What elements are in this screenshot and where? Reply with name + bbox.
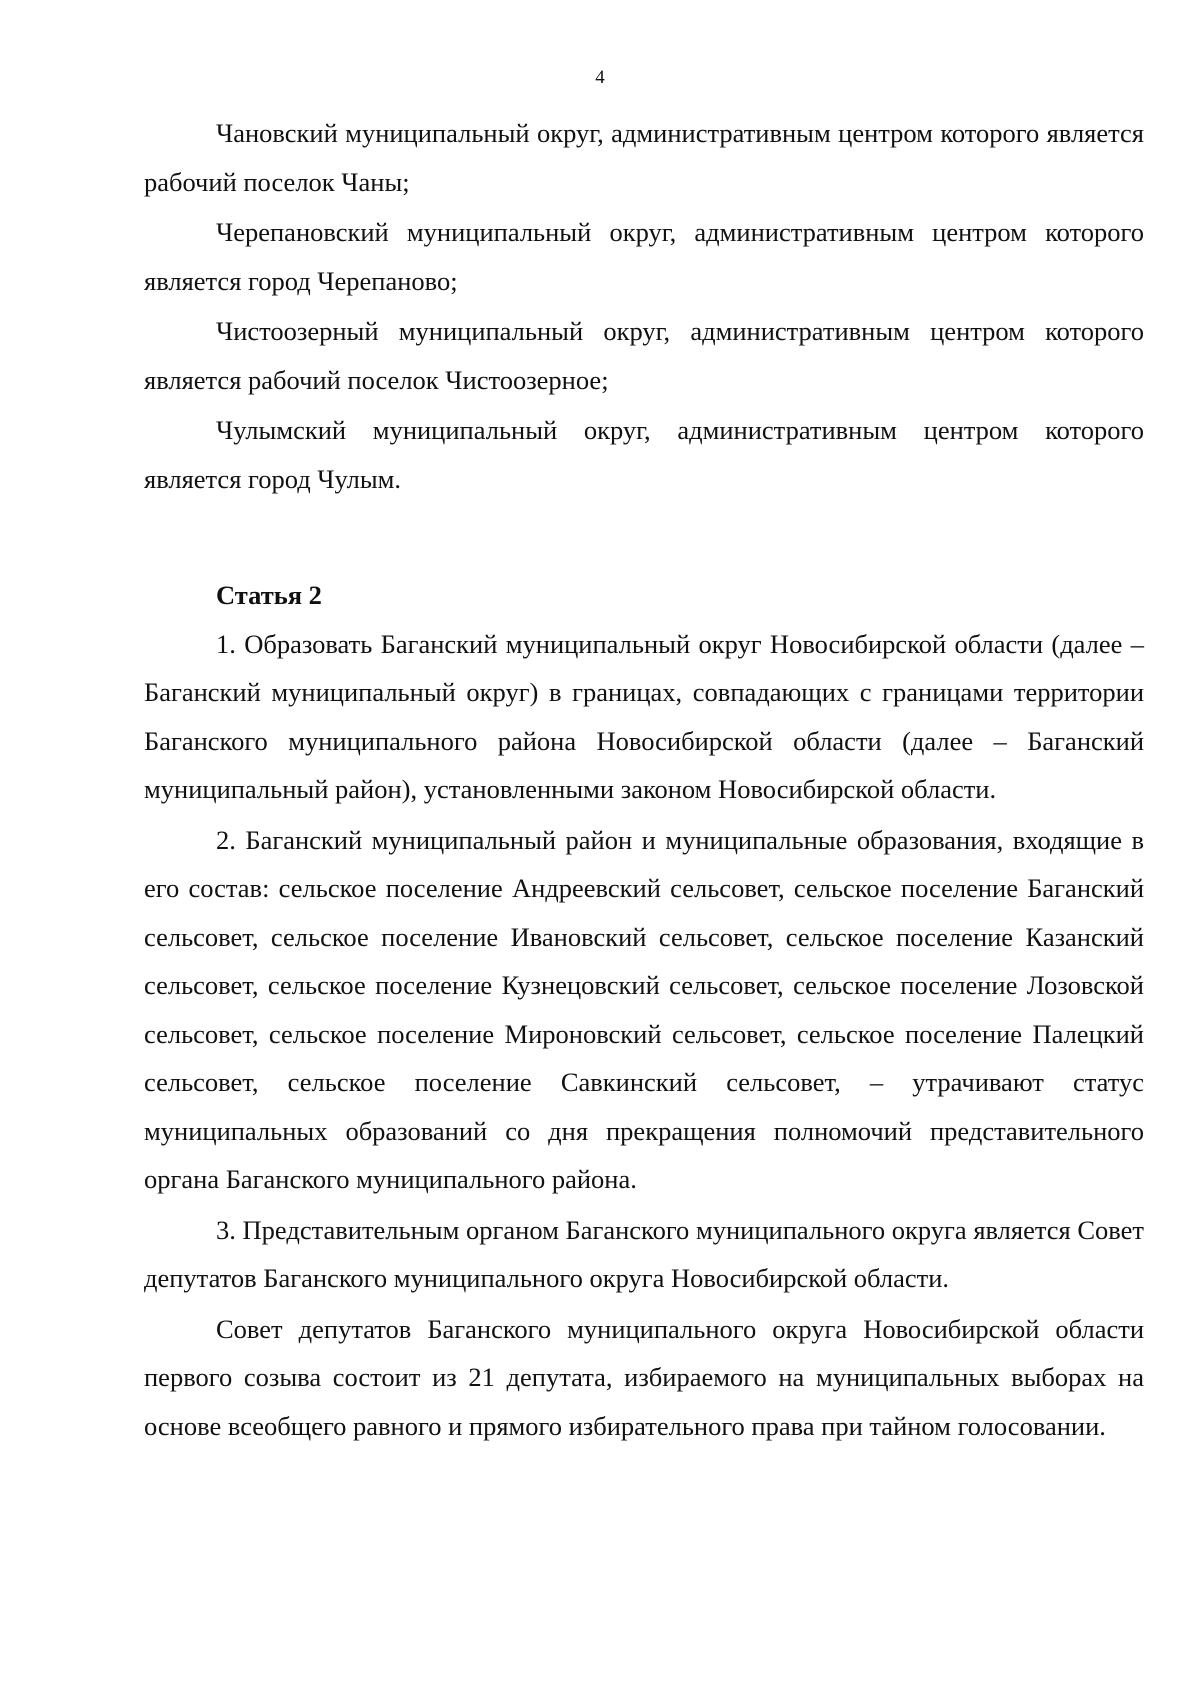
article-paragraph-council: Совет депутатов Баганского муниципального округа Новосибирской области первого созыва состоит из 21 депутата, избираемого на муниципальных выборах на основе всеобщего равного и прямого избирательного права при тайном голосовании. — [144, 1313, 1144, 1441]
paragraph-cherepanovsky: Черепановский муниципальный округ, административным центром которого является город Черепаново; — [144, 217, 1144, 296]
article-paragraph-3: 3. Представительным органом Баганского муниципального округа является Совет депутатов Баганского муниципального округа Новосибирской области. — [144, 1214, 1144, 1293]
article-paragraph-2: 2. Баганский муниципальный район и муниципальные образования, входящие в его состав: сельское поселение Андреевский сельсовет, сельское поселение Баганский сельсовет, сельское поселение Ивановский сельсовет, сельское поселение Казанский сельсовет, сельское поселение Кузнецовский сельсовет, сельское поселение Лозовской сельсовет, сельское поселение Мироновский сельсовет, сельское поселение Палецкий сельсовет, сельское поселение Савкинский сельсовет, – утрачивают статус муниципальных образований со дня прекращения полномочий представительного органа Баганского муниципального района. — [144, 824, 1144, 1194]
page-number: 4 — [595, 67, 605, 88]
paragraph-chanovsky: Чановский муниципальный округ, административным центром которого является рабочий поселок Чаны; — [144, 118, 1144, 197]
article-heading: Статья 2 — [216, 580, 322, 610]
paragraph-chulymsky: Чулымский муниципальный округ, административным центром которого является город Чулым. — [144, 415, 1144, 494]
document-body — [144, 109, 1144, 1450]
article-paragraph-1: 1. Образовать Баганский муниципальный округ Новосибирской области (далее – Баганский муниципальный округ) в границах, совпадающих с границами территории Баганского муниципального района Новосибирской области (далее – Баганский муниципальный район), установленными законом Новосибирской области. — [144, 628, 1144, 804]
paragraph-chistoozerny: Чистоозерный муниципальный округ, административным центром которого является рабочий поселок Чистоозерное; — [144, 316, 1144, 395]
